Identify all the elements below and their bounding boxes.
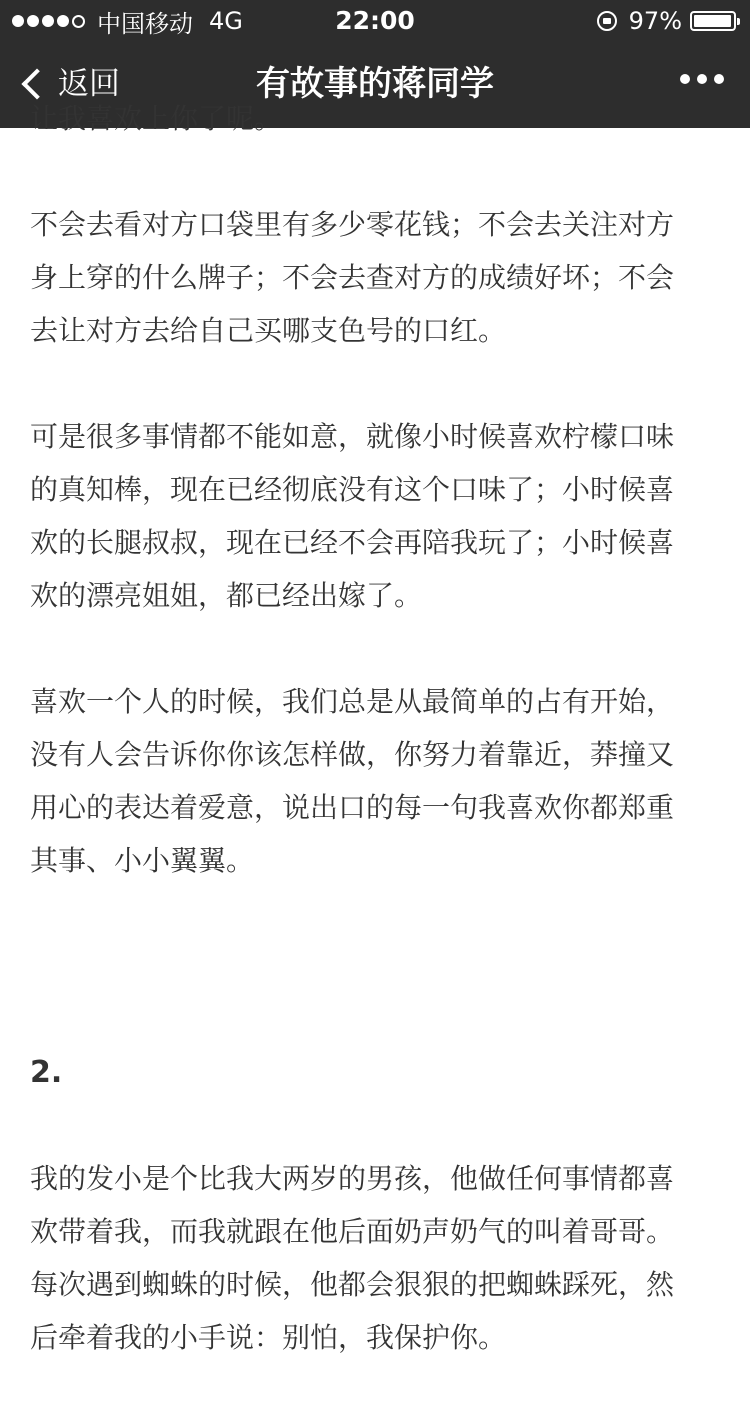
paragraph-4 (30, 1152, 720, 1364)
paragraph-line: 我的发小是个比我大两岁的男孩，他做任何事情都喜 (30, 1162, 675, 1195)
paragraph-line: 用心的表达着爱意，说出口的每一句我喜欢你都郑重 (30, 791, 675, 824)
paragraph-line: 的真知棒，现在已经彻底没有这个口味了；小时候喜 (30, 473, 675, 506)
carrier-name: 中国移动 (97, 9, 193, 38)
article-body (30, 92, 720, 1417)
paragraph-line: 身上穿的什么牌子；不会去查对方的成绩好坏；不会 (30, 261, 675, 294)
paragraph-line: 欢的长腿叔叔，现在已经不会再陪我玩了；小时候喜 (30, 526, 675, 559)
status-bar (0, 0, 750, 42)
battery-icon (690, 11, 736, 31)
rotation-lock-icon (597, 11, 617, 31)
paragraph-3 (30, 675, 720, 887)
paragraph-line: 欢带着我，而我就跟在他后面奶声奶气的叫着哥哥。 (30, 1215, 675, 1248)
paragraph-line: 其事、小小翼翼。 (30, 844, 255, 877)
section-spacer (30, 940, 720, 1046)
page-title: 有故事的蒋同学 (256, 64, 494, 104)
more-dots-icon (680, 74, 690, 84)
status-time: 22:00 (335, 6, 415, 35)
paragraph-line: 让我喜欢上你了呢。 (30, 102, 283, 135)
section-heading: 2. (30, 1055, 63, 1090)
back-label: 返回 (58, 66, 120, 102)
status-right (597, 6, 736, 36)
paragraph-line: 不会去看对方口袋里有多少零花钱；不会去关注对方 (30, 208, 675, 241)
paragraph-line: 可是很多事情都不能如意，就像小时候喜欢柠檬口味 (30, 420, 675, 453)
paragraph-2 (30, 410, 720, 622)
paragraph-cut-top (30, 92, 720, 145)
paragraph-line: 没有人会告诉你你该怎样做，你努力着靠近，莽撞又 (30, 738, 675, 771)
battery-percentage: 97% (628, 7, 682, 35)
paragraph-line: 后牵着我的小手说：别怕，我保护你。 (30, 1321, 507, 1354)
paragraph-line: 去让对方去给自己买哪支色号的口红。 (30, 314, 507, 347)
paragraph-line: 每次遇到蜘蛛的时候，他都会狠狠的把蜘蛛踩死，然 (30, 1268, 675, 1301)
paragraph-line: 喜欢一个人的时候，我们总是从最简单的占有开始， (30, 685, 675, 718)
article-scroll-area[interactable] (0, 102, 750, 1354)
paragraph-line: 欢的漂亮姐姐，都已经出嫁了。 (30, 579, 423, 612)
more-options-button[interactable] (680, 74, 724, 84)
paragraph-1 (30, 198, 720, 357)
network-type: 4G (209, 7, 243, 35)
